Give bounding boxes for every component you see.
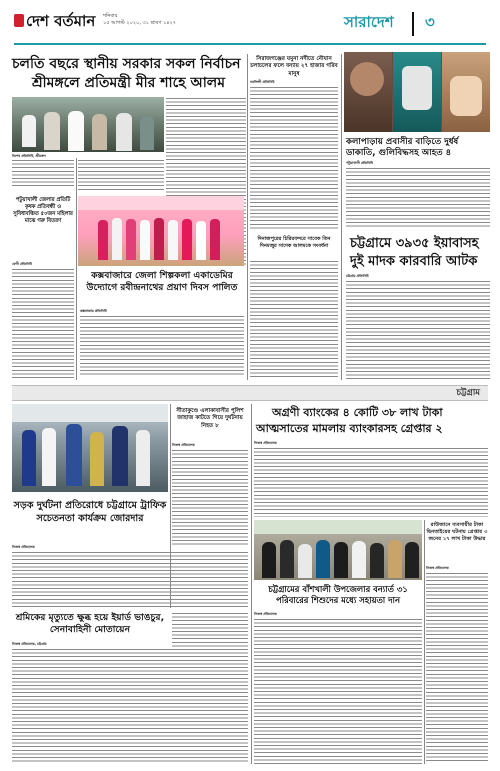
bank-headline-1: অগ্রণী ব্যাংকের ৪ কোটি ৩৮ লাখ টাকা bbox=[272, 406, 443, 419]
ctg-band bbox=[12, 385, 488, 401]
kidnap-headline: সীতাকুণ্ডে এলাকাবাসীর পুলিশ জাহাজ কাটতে গিয়ে দুর্ঘটনায় নিহত ৮ bbox=[176, 408, 244, 429]
section-divider bbox=[412, 12, 414, 36]
robbery-byline: পটুয়াখালী প্রতিনিধি bbox=[346, 161, 373, 165]
masthead-day: শনিবার bbox=[103, 13, 118, 19]
yamuna-headline: সিরাজগঞ্জের যমুনা নদীতে নৌযান চলাচলের ফলে বন্যায় ২৭ হাজার গরিব মানুষ bbox=[250, 56, 338, 77]
lead-photo bbox=[12, 97, 164, 152]
dinajpur-body bbox=[250, 260, 338, 380]
drug-headline-2: দুই মাদক কারবারি আটক bbox=[350, 254, 478, 269]
tagore-event-photo bbox=[78, 196, 244, 266]
flood-aid-photo bbox=[254, 520, 422, 580]
tagore-headline: কক্সবাজারে জেলা শিল্পকলা একাডেমির উদ্যোগে রবীন্দ্রনাথের প্রয়াণ দিবস পালিত bbox=[86, 270, 238, 293]
yamuna-byline: নরসিংদী প্রতিনিধি bbox=[250, 80, 275, 84]
column-rule bbox=[170, 404, 171, 608]
cow-distribution-byline: ফেনী প্রতিনিধি bbox=[12, 262, 32, 266]
column-rule bbox=[424, 520, 425, 764]
traffic-headline: সড়ক দুর্ঘটনা প্রতিরোধে চট্টগ্রামে ট্রাফিক সচেতনতা কার্যক্রম জোরদার bbox=[13, 500, 167, 524]
robbery-headline: কলাপাড়ায় প্রবাসীর বাড়িতে দুর্ধর্ষ ডাকাতি, গুলিবিদ্ধসহ আহত ৪ bbox=[346, 137, 459, 158]
kidnap-body-2 bbox=[172, 612, 248, 764]
robbery-photo bbox=[344, 52, 490, 132]
worker-headline: শ্রমিকের মৃত্যুতে ক্ষুব্ধ হয়ে ইয়ার্ড ভাঙচুর, সেনাবাহিনী মোতায়েন bbox=[15, 612, 165, 635]
masthead-date: ১৫ আগস্ট ২০২০, ৩১ শ্রাবণ ১৪২৭ bbox=[103, 20, 177, 26]
drug-headline-1: চট্টগ্রামে ৩৯৩৫ ইয়াবাসহ bbox=[350, 236, 479, 251]
lead-body-text-2 bbox=[78, 159, 164, 191]
drug-body bbox=[346, 280, 490, 380]
section-title: সারাদেশ bbox=[344, 13, 394, 31]
bank-byline: নিজস্ব প্রতিবেদক bbox=[254, 441, 277, 445]
masthead-date-block bbox=[103, 13, 176, 27]
lead-caption-text bbox=[12, 159, 74, 187]
kidnap-byline: নিজস্ব প্রতিবেদক bbox=[172, 443, 195, 447]
lead-headline-1: চলতি বছরে স্থানীয় সরকার সকল নির্বাচন bbox=[12, 56, 241, 72]
flood-aid-byline: নিজস্ব প্রতিবেদক bbox=[254, 612, 277, 616]
column-rule bbox=[341, 54, 342, 380]
column-rule bbox=[247, 54, 248, 380]
raozan-headline: রাউজানে ব্যবসায়ীর টাকা ছিনতাইয়ের ঘটনায় গ্রেপ্তার ৩ জনের ১৭ লাখ টাকা উদ্ধার bbox=[426, 522, 488, 542]
page-number: ৩ bbox=[425, 13, 435, 31]
column-rule bbox=[76, 158, 77, 380]
masthead-rule bbox=[14, 43, 486, 45]
ctg-band-label: চট্টগ্রাম bbox=[456, 388, 480, 398]
newspaper-logo-icon bbox=[14, 14, 24, 27]
flood-aid-body bbox=[254, 618, 422, 764]
masthead bbox=[0, 0, 500, 52]
column-rule bbox=[251, 404, 252, 764]
raozan-byline: নিজস্ব প্রতিবেদক bbox=[426, 566, 449, 570]
newspaper-logo: দেশ বর্তমান bbox=[26, 12, 96, 30]
traffic-body bbox=[12, 551, 248, 607]
flood-aid-headline: চট্টগ্রামের বাঁশখালী উপজেলার বন্যার্ত ৩১ পরিবারের শিশুদের মধ্যে সহায়তা দান bbox=[268, 584, 408, 605]
kidnap-body bbox=[172, 449, 248, 547]
tagore-byline: কক্সবাজার প্রতিনিধি bbox=[80, 309, 107, 313]
traffic-photo bbox=[12, 404, 168, 492]
bank-headline-2: আত্মসাতের মামলায় ব্যাংকারসহ গ্রেপ্তার ২ bbox=[256, 422, 443, 435]
lead-headline-2: শ্রীমঙ্গলে প্রতিমন্ত্রী মীর শাহে আলম bbox=[32, 75, 225, 91]
yamuna-body bbox=[250, 86, 338, 231]
cow-distribution-headline: পটুয়াখালী জেলার প্রতিটি কৃষক প্রতিবন্ধী ও সুবিধাবঞ্চিত ৫০জন মহিলার মাঝে গরু বিতরণ bbox=[13, 197, 73, 224]
robbery-body bbox=[346, 167, 490, 227]
worker-byline: নিজস্ব প্রতিবেদক, চট্টগ্রাম bbox=[12, 642, 47, 646]
tagore-body bbox=[80, 315, 244, 377]
bank-body bbox=[254, 447, 488, 517]
lead-photo-caption: বিশেষ প্রতিনিধি, শ্রীমঙ্গল bbox=[12, 154, 46, 158]
raozan-body bbox=[426, 572, 488, 764]
drug-byline: চট্টগ্রাম প্রতিনিধি bbox=[346, 274, 369, 278]
dinajpur-headline: দিনাজপুরের চিরিরবন্দরে সাবেক তিন দিনমজুর সাদেক আলমকে সংবর্ধনা bbox=[257, 236, 331, 249]
cow-distribution-body bbox=[12, 268, 74, 380]
traffic-byline: নিজস্ব প্রতিবেদক bbox=[12, 545, 35, 549]
